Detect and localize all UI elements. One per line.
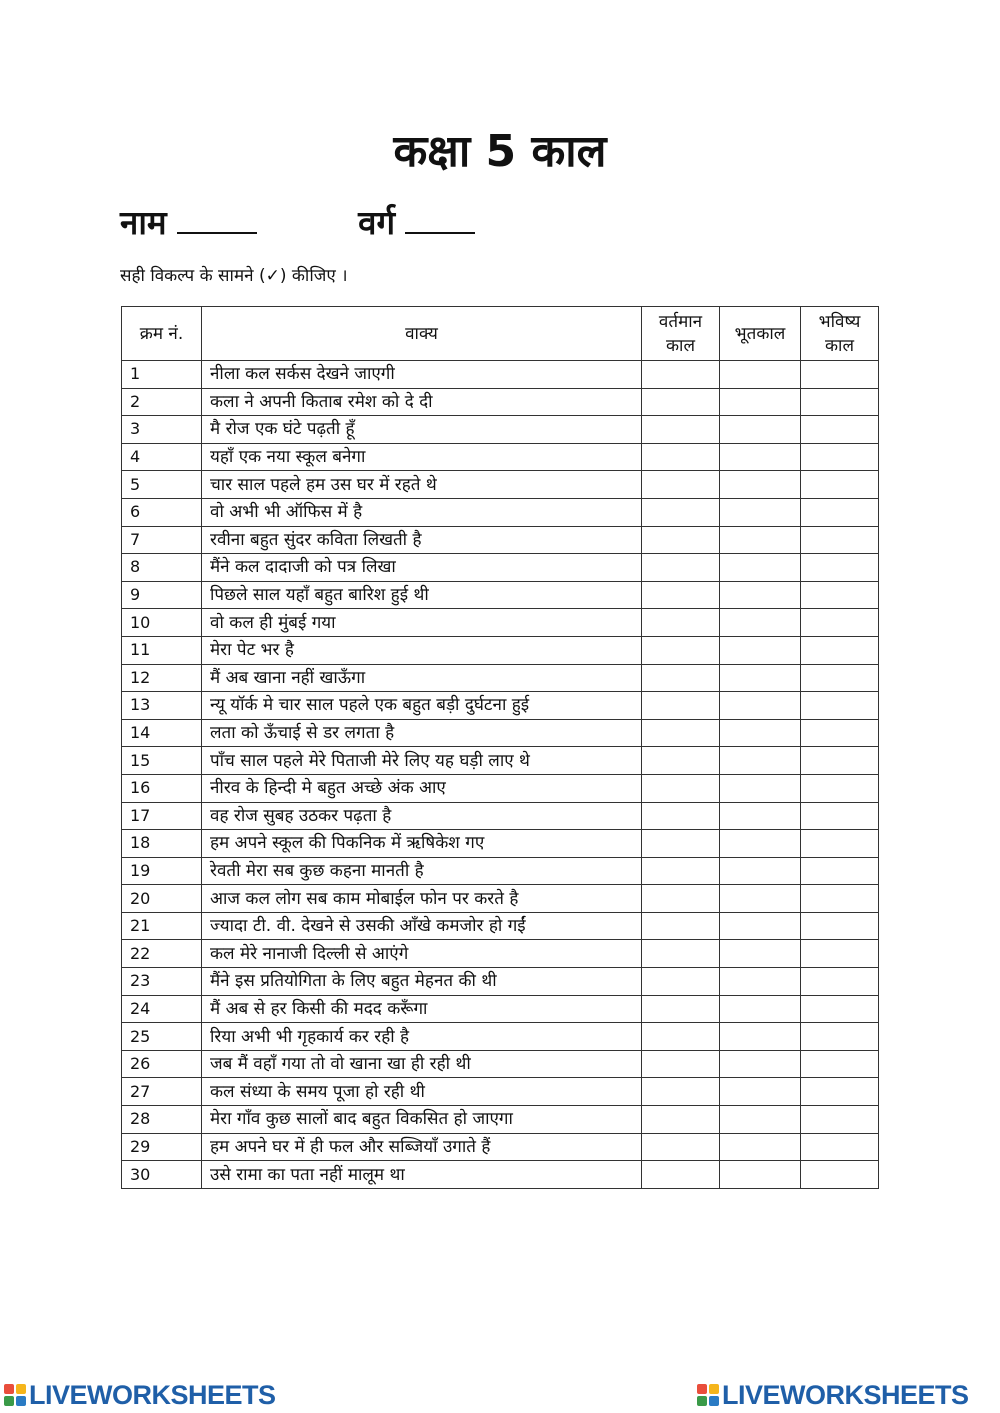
future-checkbox-cell[interactable] bbox=[801, 388, 879, 416]
past-checkbox-cell[interactable] bbox=[720, 1161, 801, 1189]
future-checkbox-cell[interactable] bbox=[801, 747, 879, 775]
logo-square bbox=[16, 1396, 26, 1406]
table-row bbox=[122, 802, 879, 830]
future-checkbox-cell[interactable] bbox=[801, 912, 879, 940]
row-number: 15 bbox=[122, 747, 202, 775]
past-checkbox-cell[interactable] bbox=[720, 416, 801, 444]
row-sentence: पिछले साल यहाँ बहुत बारिश हुई थी bbox=[202, 581, 642, 609]
table-row bbox=[122, 940, 879, 968]
table-row bbox=[122, 830, 879, 858]
row-sentence: आज कल लोग सब काम मोबाईल फोन पर करते है bbox=[202, 885, 642, 913]
row-sentence: मेरा पेट भर है bbox=[202, 636, 642, 664]
present-checkbox-cell[interactable] bbox=[642, 774, 720, 802]
header-sentence: वाक्य bbox=[202, 307, 642, 361]
row-number: 25 bbox=[122, 1023, 202, 1051]
header-past: भूतकाल bbox=[720, 307, 801, 361]
class-blank-line[interactable] bbox=[405, 198, 475, 234]
table-row bbox=[122, 692, 879, 720]
future-checkbox-cell[interactable] bbox=[801, 471, 879, 499]
row-sentence: यहाँ एक नया स्कूल बनेगा bbox=[202, 443, 642, 471]
future-checkbox-cell[interactable] bbox=[801, 830, 879, 858]
table-row bbox=[122, 857, 879, 885]
future-checkbox-cell[interactable] bbox=[801, 1050, 879, 1078]
present-checkbox-cell[interactable] bbox=[642, 1106, 720, 1134]
tense-table bbox=[121, 306, 879, 1189]
past-checkbox-cell[interactable] bbox=[720, 940, 801, 968]
present-checkbox-cell[interactable] bbox=[642, 1161, 720, 1189]
present-checkbox-cell[interactable] bbox=[642, 1050, 720, 1078]
future-checkbox-cell[interactable] bbox=[801, 1023, 879, 1051]
present-checkbox-cell[interactable] bbox=[642, 830, 720, 858]
past-checkbox-cell[interactable] bbox=[720, 968, 801, 996]
logo-text: LIVEWORKSHEETS bbox=[29, 1379, 276, 1410]
table-row bbox=[122, 526, 879, 554]
row-sentence: हम अपने घर में ही फल और सब्जियाँ उगाते हैं bbox=[202, 1133, 642, 1161]
row-sentence: हम अपने स्कूल की पिकनिक में ऋषिकेश गए bbox=[202, 830, 642, 858]
future-checkbox-cell[interactable] bbox=[801, 774, 879, 802]
table-header-row bbox=[122, 307, 879, 361]
future-checkbox-cell[interactable] bbox=[801, 416, 879, 444]
future-checkbox-cell[interactable] bbox=[801, 664, 879, 692]
future-checkbox-cell[interactable] bbox=[801, 443, 879, 471]
future-checkbox-cell[interactable] bbox=[801, 361, 879, 389]
liveworksheets-logo-left bbox=[4, 1378, 276, 1412]
row-sentence: रवीना बहुत सुंदर कविता लिखती है bbox=[202, 526, 642, 554]
table-row bbox=[122, 912, 879, 940]
row-number: 10 bbox=[122, 609, 202, 637]
row-number: 9 bbox=[122, 581, 202, 609]
future-checkbox-cell[interactable] bbox=[801, 1161, 879, 1189]
table-row bbox=[122, 747, 879, 775]
table-row bbox=[122, 388, 879, 416]
past-checkbox-cell[interactable] bbox=[720, 1050, 801, 1078]
present-checkbox-cell[interactable] bbox=[642, 995, 720, 1023]
past-checkbox-cell[interactable] bbox=[720, 664, 801, 692]
future-checkbox-cell[interactable] bbox=[801, 609, 879, 637]
past-checkbox-cell[interactable] bbox=[720, 857, 801, 885]
liveworksheets-icon bbox=[697, 1384, 719, 1406]
row-number: 7 bbox=[122, 526, 202, 554]
future-checkbox-cell[interactable] bbox=[801, 581, 879, 609]
past-checkbox-cell[interactable] bbox=[720, 581, 801, 609]
header-future-line1: भविष्य bbox=[818, 311, 861, 332]
logo-square bbox=[709, 1384, 719, 1394]
past-checkbox-cell[interactable] bbox=[720, 361, 801, 389]
logo-square bbox=[4, 1384, 14, 1394]
row-sentence: मैंने कल दादाजी को पत्र लिखा bbox=[202, 554, 642, 582]
row-sentence: लता को ऊँचाई से डर लगता है bbox=[202, 719, 642, 747]
future-checkbox-cell[interactable] bbox=[801, 719, 879, 747]
future-checkbox-cell[interactable] bbox=[801, 857, 879, 885]
present-checkbox-cell[interactable] bbox=[642, 1078, 720, 1106]
past-checkbox-cell[interactable] bbox=[720, 830, 801, 858]
row-sentence: वो कल ही मुंबई गया bbox=[202, 609, 642, 637]
row-number: 18 bbox=[122, 830, 202, 858]
present-checkbox-cell[interactable] bbox=[642, 581, 720, 609]
row-sentence: नीरव के हिन्दी मे बहुत अच्छे अंक आए bbox=[202, 774, 642, 802]
present-checkbox-cell[interactable] bbox=[642, 747, 720, 775]
future-checkbox-cell[interactable] bbox=[801, 692, 879, 720]
row-sentence: चार साल पहले हम उस घर में रहते थे bbox=[202, 471, 642, 499]
present-checkbox-cell[interactable] bbox=[642, 388, 720, 416]
table-row bbox=[122, 1133, 879, 1161]
liveworksheets-icon bbox=[4, 1384, 26, 1406]
row-number: 6 bbox=[122, 498, 202, 526]
past-checkbox-cell[interactable] bbox=[720, 526, 801, 554]
present-checkbox-cell[interactable] bbox=[642, 802, 720, 830]
past-checkbox-cell[interactable] bbox=[720, 1078, 801, 1106]
past-checkbox-cell[interactable] bbox=[720, 636, 801, 664]
past-checkbox-cell[interactable] bbox=[720, 692, 801, 720]
future-checkbox-cell[interactable] bbox=[801, 636, 879, 664]
present-checkbox-cell[interactable] bbox=[642, 471, 720, 499]
present-checkbox-cell[interactable] bbox=[642, 885, 720, 913]
row-number: 17 bbox=[122, 802, 202, 830]
row-number: 12 bbox=[122, 664, 202, 692]
row-sentence: रेवती मेरा सब कुछ कहना मानती है bbox=[202, 857, 642, 885]
row-number: 2 bbox=[122, 388, 202, 416]
past-checkbox-cell[interactable] bbox=[720, 1023, 801, 1051]
past-checkbox-cell[interactable] bbox=[720, 719, 801, 747]
row-number: 13 bbox=[122, 692, 202, 720]
present-checkbox-cell[interactable] bbox=[642, 1133, 720, 1161]
row-sentence: उसे रामा का पता नहीं मालूम था bbox=[202, 1161, 642, 1189]
header-present-line1: वर्तमान bbox=[658, 311, 703, 332]
row-sentence: मैं अब से हर किसी की मदद करूँगा bbox=[202, 995, 642, 1023]
table-row bbox=[122, 995, 879, 1023]
row-sentence: मैंने इस प्रतियोगिता के लिए बहुत मेहनत की थी bbox=[202, 968, 642, 996]
table-row bbox=[122, 719, 879, 747]
logo-square bbox=[697, 1384, 707, 1394]
present-checkbox-cell[interactable] bbox=[642, 692, 720, 720]
row-sentence: जब मैं वहाँ गया तो वो खाना खा ही रही थी bbox=[202, 1050, 642, 1078]
present-checkbox-cell[interactable] bbox=[642, 416, 720, 444]
past-checkbox-cell[interactable] bbox=[720, 747, 801, 775]
table-row bbox=[122, 636, 879, 664]
name-blank-line[interactable] bbox=[177, 198, 257, 234]
table-row bbox=[122, 498, 879, 526]
class-field bbox=[358, 198, 475, 248]
past-checkbox-cell[interactable] bbox=[720, 774, 801, 802]
table-row bbox=[122, 609, 879, 637]
name-field bbox=[120, 198, 257, 248]
row-sentence: पाँच साल पहले मेरे पिताजी मेरे लिए यह घड़ी लाए थे bbox=[202, 747, 642, 775]
row-number: 14 bbox=[122, 719, 202, 747]
table-row bbox=[122, 416, 879, 444]
past-checkbox-cell[interactable] bbox=[720, 609, 801, 637]
row-number: 16 bbox=[122, 774, 202, 802]
row-sentence: कला ने अपनी किताब रमेश को दे दी bbox=[202, 388, 642, 416]
row-number: 3 bbox=[122, 416, 202, 444]
past-checkbox-cell[interactable] bbox=[720, 388, 801, 416]
row-sentence: ज्यादा टी. वी. देखने से उसकी आँखे कमजोर हो गईं bbox=[202, 912, 642, 940]
row-sentence: मैं अब खाना नहीं खाऊँगा bbox=[202, 664, 642, 692]
row-number: 5 bbox=[122, 471, 202, 499]
future-checkbox-cell[interactable] bbox=[801, 1106, 879, 1134]
past-checkbox-cell[interactable] bbox=[720, 802, 801, 830]
present-checkbox-cell[interactable] bbox=[642, 912, 720, 940]
row-number: 19 bbox=[122, 857, 202, 885]
header-serial: क्रम नं. bbox=[122, 307, 202, 361]
row-sentence: रिया अभी भी गृहकार्य कर रही है bbox=[202, 1023, 642, 1051]
row-number: 1 bbox=[122, 361, 202, 389]
present-checkbox-cell[interactable] bbox=[642, 498, 720, 526]
table-row bbox=[122, 361, 879, 389]
row-number: 4 bbox=[122, 443, 202, 471]
present-checkbox-cell[interactable] bbox=[642, 526, 720, 554]
header-present bbox=[642, 307, 720, 361]
student-info-row bbox=[120, 198, 475, 248]
future-checkbox-cell[interactable] bbox=[801, 526, 879, 554]
logo-text: LIVEWORKSHEETS bbox=[722, 1379, 969, 1410]
table-row bbox=[122, 471, 879, 499]
table-row bbox=[122, 581, 879, 609]
row-number: 11 bbox=[122, 636, 202, 664]
present-checkbox-cell[interactable] bbox=[642, 857, 720, 885]
past-checkbox-cell[interactable] bbox=[720, 443, 801, 471]
present-checkbox-cell[interactable] bbox=[642, 719, 720, 747]
instruction-text: सही विकल्प के सामने (✓) कीजिए । bbox=[120, 266, 348, 286]
row-number: 23 bbox=[122, 968, 202, 996]
row-number: 8 bbox=[122, 554, 202, 582]
table-row bbox=[122, 968, 879, 996]
table-row bbox=[122, 885, 879, 913]
past-checkbox-cell[interactable] bbox=[720, 995, 801, 1023]
row-sentence: वह रोज सुबह उठकर पढ़ता है bbox=[202, 802, 642, 830]
table-row bbox=[122, 774, 879, 802]
past-checkbox-cell[interactable] bbox=[720, 498, 801, 526]
row-number: 22 bbox=[122, 940, 202, 968]
row-number: 30 bbox=[122, 1161, 202, 1189]
future-checkbox-cell[interactable] bbox=[801, 802, 879, 830]
row-number: 28 bbox=[122, 1106, 202, 1134]
present-checkbox-cell[interactable] bbox=[642, 636, 720, 664]
row-sentence: मै रोज एक घंटे पढ़ती हूँ bbox=[202, 416, 642, 444]
present-checkbox-cell[interactable] bbox=[642, 664, 720, 692]
row-number: 24 bbox=[122, 995, 202, 1023]
future-checkbox-cell[interactable] bbox=[801, 968, 879, 996]
table-row bbox=[122, 554, 879, 582]
present-checkbox-cell[interactable] bbox=[642, 968, 720, 996]
past-checkbox-cell[interactable] bbox=[720, 885, 801, 913]
past-checkbox-cell[interactable] bbox=[720, 1133, 801, 1161]
header-present-line2: काल bbox=[666, 335, 695, 356]
logo-square bbox=[709, 1396, 719, 1406]
logo-square bbox=[16, 1384, 26, 1394]
future-checkbox-cell[interactable] bbox=[801, 1133, 879, 1161]
header-future bbox=[801, 307, 879, 361]
row-number: 29 bbox=[122, 1133, 202, 1161]
header-future-line2: काल bbox=[825, 335, 854, 356]
row-sentence: वो अभी भी ऑफिस में है bbox=[202, 498, 642, 526]
logo-square bbox=[697, 1396, 707, 1406]
past-checkbox-cell[interactable] bbox=[720, 554, 801, 582]
future-checkbox-cell[interactable] bbox=[801, 885, 879, 913]
past-checkbox-cell[interactable] bbox=[720, 471, 801, 499]
table-row bbox=[122, 664, 879, 692]
table-body bbox=[122, 361, 879, 1189]
present-checkbox-cell[interactable] bbox=[642, 940, 720, 968]
row-sentence: कल संध्या के समय पूजा हो रही थी bbox=[202, 1078, 642, 1106]
future-checkbox-cell[interactable] bbox=[801, 554, 879, 582]
row-number: 26 bbox=[122, 1050, 202, 1078]
name-label: नाम bbox=[120, 203, 167, 242]
table-row bbox=[122, 1161, 879, 1189]
row-sentence: कल मेरे नानाजी दिल्ली से आएंगे bbox=[202, 940, 642, 968]
future-checkbox-cell[interactable] bbox=[801, 940, 879, 968]
table-row bbox=[122, 1050, 879, 1078]
row-sentence: नीला कल सर्कस देखने जाएगी bbox=[202, 361, 642, 389]
past-checkbox-cell[interactable] bbox=[720, 1106, 801, 1134]
row-number: 21 bbox=[122, 912, 202, 940]
row-number: 20 bbox=[122, 885, 202, 913]
present-checkbox-cell[interactable] bbox=[642, 1023, 720, 1051]
table-row bbox=[122, 443, 879, 471]
table-row bbox=[122, 1078, 879, 1106]
past-checkbox-cell[interactable] bbox=[720, 912, 801, 940]
class-label: वर्ग bbox=[358, 203, 396, 242]
liveworksheets-logo-right bbox=[697, 1378, 969, 1412]
present-checkbox-cell[interactable] bbox=[642, 361, 720, 389]
future-checkbox-cell[interactable] bbox=[801, 498, 879, 526]
present-checkbox-cell[interactable] bbox=[642, 554, 720, 582]
present-checkbox-cell[interactable] bbox=[642, 443, 720, 471]
future-checkbox-cell[interactable] bbox=[801, 1078, 879, 1106]
row-sentence: मेरा गाँव कुछ सालों बाद बहुत विकसित हो जाएगा bbox=[202, 1106, 642, 1134]
page-title: कक्षा 5 काल bbox=[393, 126, 607, 177]
logo-square bbox=[4, 1396, 14, 1406]
future-checkbox-cell[interactable] bbox=[801, 995, 879, 1023]
table-row bbox=[122, 1023, 879, 1051]
present-checkbox-cell[interactable] bbox=[642, 609, 720, 637]
row-sentence: न्यू यॉर्क मे चार साल पहले एक बहुत बड़ी दुर्घटना हुई bbox=[202, 692, 642, 720]
table-row bbox=[122, 1106, 879, 1134]
row-number: 27 bbox=[122, 1078, 202, 1106]
